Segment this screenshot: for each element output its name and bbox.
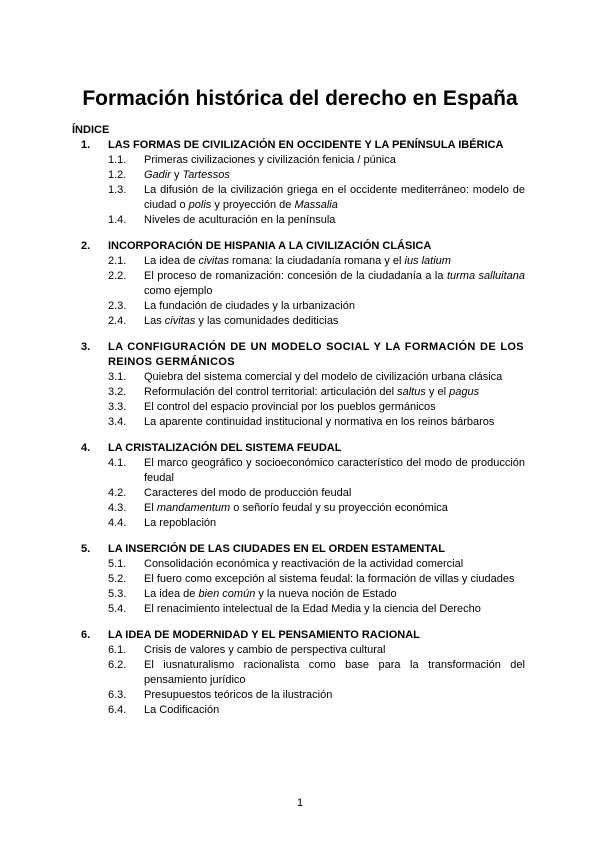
text-run: como ejemplo [144,285,213,297]
toc-item [0,400,600,415]
text-run: El marco geográfico y socioeconómico característico del modo de producción feudal [144,457,525,484]
section-title: LA IDEA DE MODERNIDAD Y EL PENSAMIENTO RACIONAL [108,629,420,641]
toc-item [0,516,600,531]
toc-item [0,415,600,430]
item-text [144,572,525,587]
text-run: El control del espacio provincial por los pueblos germánicos [144,401,436,413]
item-text [144,370,525,385]
toc-item [0,183,600,213]
item-text [144,314,525,329]
section-number: 3. [81,341,91,353]
text-run: Las [144,315,165,327]
text-run: Niveles de aculturación en la península [144,214,336,226]
item-number: 6.2. [108,659,127,671]
toc-section [0,239,600,329]
text-run: Consolidación económica y reactivación de la actividad comercial [144,558,464,570]
toc-item [0,557,600,572]
item-text [144,400,525,415]
text-run: El proceso de romanización: concesión de la ciudadanía a la [144,270,447,282]
text-run: El [144,502,157,514]
toc-item [0,385,600,400]
item-text [144,254,525,269]
item-number: 6.3. [108,689,127,701]
toc-item [0,688,600,703]
item-text [144,703,525,718]
item-text [144,168,525,183]
item-number: 3.3. [108,401,127,413]
item-number: 2.4. [108,315,127,327]
section-number: 5. [81,543,91,555]
item-text [144,456,525,486]
toc-section [0,441,600,531]
section-number: 4. [81,442,91,454]
section-title: LA INSERCIÓN DE LAS CIUDADES EN EL ORDEN ESTAMENTAL [108,543,445,555]
item-number: 4.1. [108,457,127,469]
item-text [144,516,525,531]
italic-term: Tartessos [182,169,230,181]
italic-term: mandamentum [156,502,231,514]
text-run: La difusión de la civilización griega en el occidente mediterráneo: modelo de ciudad o [144,184,525,211]
item-number: 4.2. [108,487,127,499]
toc-section [0,138,600,228]
item-number: 6.1. [108,644,127,656]
toc-item [0,501,600,516]
section-number: 2. [81,240,91,252]
italic-term: Gadir [144,169,171,181]
text-run: La Codificación [144,704,220,716]
item-text [144,299,525,314]
toc-item [0,213,600,228]
text-run: Caracteres del modo de producción feudal [144,487,352,499]
item-number: 3.4. [108,416,127,428]
item-text [144,643,525,658]
text-run: Presupuestos teóricos de la ilustración [144,689,333,701]
text-run: Quiebra del sistema comercial y del modelo de civilización urbana clásica [144,371,503,383]
text-run: La aparente continuidad institucional y normativa en los reinos bárbaros [144,416,495,428]
toc-item [0,314,600,329]
item-number: 5.1. [108,558,127,570]
text-run: La repoblación [144,517,217,529]
item-number: 2.2. [108,270,127,282]
italic-term: ius latium [404,255,451,267]
item-text [144,587,525,602]
item-number: 5.4. [108,603,127,615]
item-text [144,602,525,617]
item-number: 4.3. [108,502,127,514]
toc-section [0,628,600,718]
toc-item [0,254,600,269]
item-text [144,183,525,213]
toc-item [0,299,600,314]
toc-heading: ÍNDICE [72,124,110,136]
item-text [144,385,525,400]
text-run: y proyección de [211,199,295,211]
italic-term: pagus [449,386,480,398]
toc-item [0,269,600,299]
toc-section [0,542,600,617]
section-number: 6. [81,629,91,641]
italic-term: polis [188,199,212,211]
text-run: Crisis de valores y cambio de perspectiva cultural [144,644,386,656]
text-run: y la nueva noción de Estado [255,588,397,600]
toc-item [0,153,600,168]
item-number: 4.4. [108,517,127,529]
text-run: y el [425,386,450,398]
italic-term: saltus [397,386,426,398]
italic-term: Massalia [294,199,338,211]
item-number: 1.4. [108,214,127,226]
table-of-contents [0,138,600,729]
italic-term: civitas [164,315,196,327]
item-number: 5.2. [108,573,127,585]
item-number: 2.1. [108,255,127,267]
item-number: 3.2. [108,386,127,398]
item-text [144,269,525,299]
section-heading [0,239,600,254]
section-heading [0,441,600,456]
text-run: y las comunidades dediticias [195,315,339,327]
section-heading [0,542,600,557]
toc-item [0,168,600,183]
item-number: 2.3. [108,300,127,312]
section-title: LAS FORMAS DE CIVILIZACIÓN EN OCCIDENTE Y LA PENÍNSULA IBÉRICA [108,139,504,151]
italic-term: civitas [198,255,229,267]
italic-term: turma salluitana [446,270,525,282]
section-heading [0,628,600,643]
section-title: INCORPORACIÓN DE HISPANIA A LA CIVILIZACIÓN CLÁSICA [108,240,432,252]
text-run: y [170,169,183,181]
item-number: 6.4. [108,704,127,716]
toc-section [0,340,600,430]
item-text [144,501,525,516]
text-run: El fuero como excepción al sistema feudal: la formación de villas y ciudades [144,573,515,585]
section-number: 1. [81,139,91,151]
section-heading [0,340,600,370]
section-title: LA CONFIGURACIÓN DE UN MODELO SOCIAL Y LA FORMACIÓN DE LOS REINOS GERMÁNICOS [108,341,524,368]
item-number: 5.3. [108,588,127,600]
toc-item [0,658,600,688]
toc-item [0,643,600,658]
toc-item [0,486,600,501]
toc-item [0,370,600,385]
item-text [144,415,525,430]
section-heading [0,138,600,153]
toc-item [0,572,600,587]
text-run: El renacimiento intelectual de la Edad Media y la ciencia del Derecho [144,603,481,615]
item-number: 1.1. [108,154,127,166]
item-number: 1.2. [108,169,127,181]
item-text [144,486,525,501]
text-run: La idea de [144,588,199,600]
item-text [144,213,525,228]
toc-item [0,456,600,486]
item-text [144,688,525,703]
text-run: romana: la ciudadanía romana y el [229,255,405,267]
text-run: El iusnaturalismo racionalista como base para la transformación del pensamiento jurídico [144,659,525,686]
section-title: LA CRISTALIZACIÓN DEL SISTEMA FEUDAL [108,442,342,454]
text-run: o señorío feudal y su proyección económica [230,502,448,514]
item-text [144,557,525,572]
item-number: 1.3. [108,184,127,196]
page-number: 1 [296,797,304,809]
toc-item [0,703,600,718]
item-number: 3.1. [108,371,127,383]
text-run: La fundación de ciudades y la urbanización [144,300,355,312]
toc-item [0,587,600,602]
text-run: La idea de [144,255,199,267]
item-text [144,153,525,168]
text-run: Primeras civilizaciones y civilización fenicia / púnica [144,154,396,166]
text-run: Reformulación del control territorial: articulación del [144,386,398,398]
italic-term: bien común [198,588,256,600]
toc-item [0,602,600,617]
item-text [144,658,525,688]
page-title: Formación histórica del derecho en España [82,87,518,110]
